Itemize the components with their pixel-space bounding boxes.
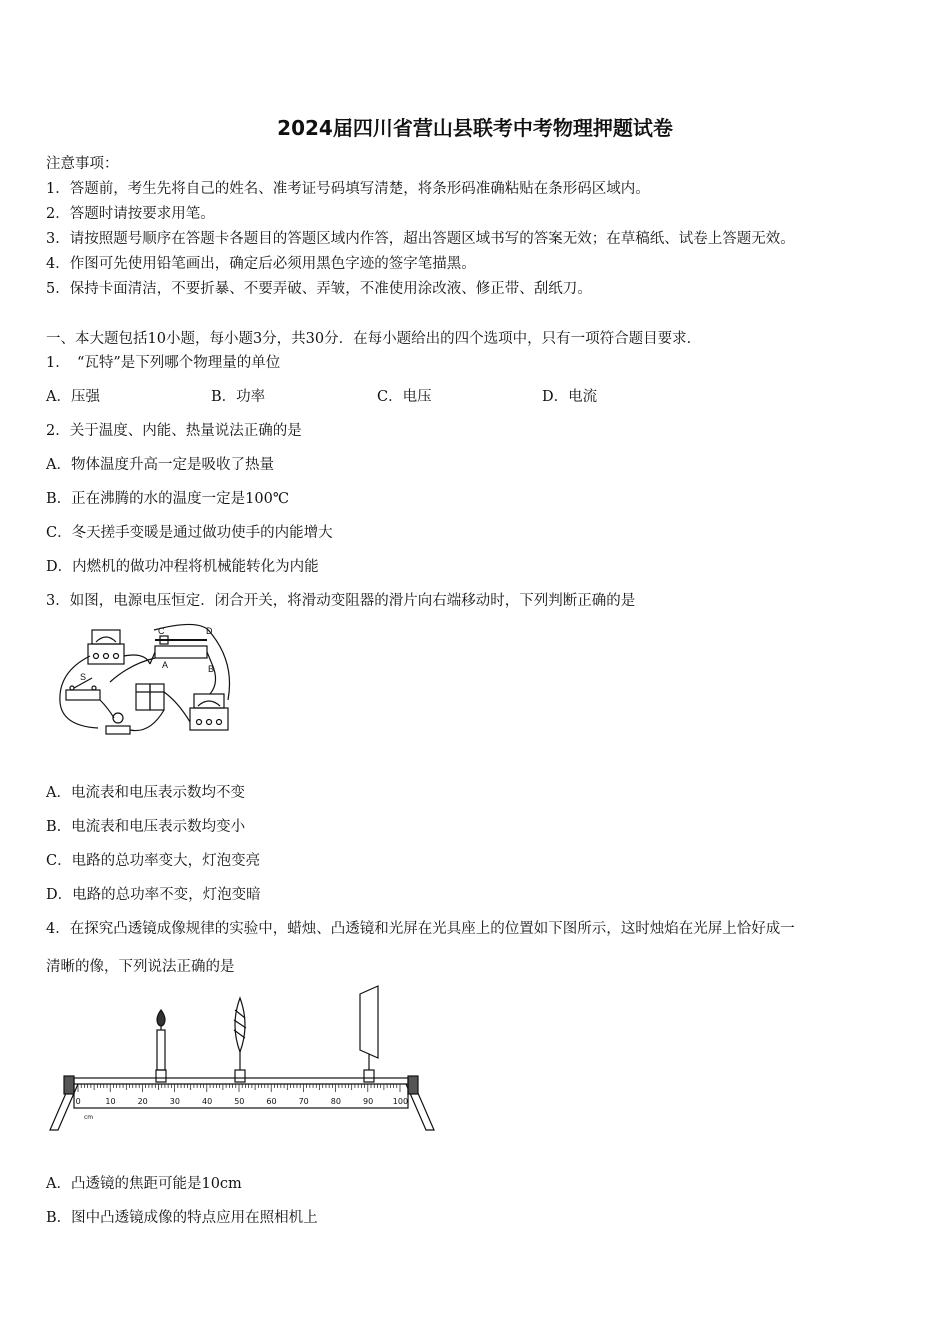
q1-option-b: B．功率: [211, 389, 266, 405]
q2-option-b: B．正在沸腾的水的温度一定是100℃: [46, 491, 290, 507]
q2-stem: 2．关于温度、内能、热量说法正确的是: [46, 423, 302, 439]
section-heading: 一、本大题包括10小题，每小题3分，共30分．在每小题给出的四个选项中，只有一项符合题目要求．: [46, 331, 702, 347]
ruler-label: 100: [392, 1097, 409, 1106]
ruler-label: 50: [234, 1097, 245, 1106]
notice-item-3: 3．请按照题号顺序在答题卡各题目的答题区域内作答，超出答题区域书写的答案无效；在草稿纸、试卷上答题无效。: [46, 231, 795, 247]
label-s: S: [80, 672, 87, 682]
notice-item-5: 5．保持卡面清洁，不要折暴、不要弄破、弄皱，不准使用涂改液、修正带、刮纸刀。: [46, 281, 592, 297]
q4-option-b: B．图中凸透镜成像的特点应用在照相机上: [46, 1210, 318, 1226]
q4-stem-line2: 清晰的像，下列说法正确的是: [46, 959, 235, 975]
ruler-label: 90: [363, 1097, 374, 1106]
label-a: A: [162, 660, 169, 670]
ruler-label: 40: [202, 1097, 213, 1106]
page-title: 2024届四川省营山县联考中考物理押题试卷: [277, 116, 673, 140]
q3-stem: 3．如图，电源电压恒定．闭合开关，将滑动变阻器的滑片向右端移动时，下列判断正确的是: [46, 593, 636, 609]
ruler-label: 70: [298, 1097, 309, 1106]
q1-option-a: A．压强: [46, 389, 100, 405]
ruler-label: 80: [330, 1097, 341, 1106]
q1-option-c: C．电压: [377, 389, 432, 405]
q1-option-d: D．电流: [542, 389, 598, 405]
q1-stem: 1． “瓦特”是下列哪个物理量的单位: [46, 355, 281, 371]
q3-option-d: D．电路的总功率不变，灯泡变暗: [46, 887, 261, 903]
notice-item-2: 2．答题时请按要求用笔。: [46, 206, 215, 222]
q4-optical-bench-figure: [44, 980, 440, 1136]
q3-circuit-figure: [50, 622, 240, 742]
label-b: B: [208, 664, 215, 674]
label-d: D: [206, 626, 213, 636]
q2-option-a: A．物体温度升高一定是吸收了热量: [46, 457, 274, 473]
notice-item-4: 4．作图可先使用铅笔画出，确定后必须用黑色字迹的签字笔描黑。: [46, 256, 476, 272]
notice-heading: 注意事项：: [46, 156, 119, 172]
ruler-label: 20: [137, 1097, 148, 1106]
ruler-label: 10: [105, 1097, 116, 1106]
q2-option-c: C．冬天搓手变暖是通过做功使手的内能增大: [46, 525, 333, 541]
label-c: C: [158, 626, 165, 636]
q2-option-d: D．内燃机的做功冲程将机械能转化为内能: [46, 559, 319, 575]
q4-stem-line1: 4．在探究凸透镜成像规律的实验中，蜡烛、凸透镜和光屏在光具座上的位置如下图所示，这时烛焰在光屏上恰好成一: [46, 921, 795, 937]
q4-option-a: A．凸透镜的焦距可能是10cm: [46, 1176, 242, 1192]
ruler-label: 0: [75, 1097, 81, 1106]
ruler-unit: cm: [84, 1114, 94, 1121]
ruler-label: 60: [266, 1097, 277, 1106]
q3-option-b: B．电流表和电压表示数均变小: [46, 819, 246, 835]
notice-item-1: 1．答题前，考生先将自己的姓名、准考证号码填写清楚，将条形码准确粘贴在条形码区域内。: [46, 181, 650, 197]
q3-option-c: C．电路的总功率变大，灯泡变亮: [46, 853, 261, 869]
ruler-label: 30: [169, 1097, 180, 1106]
q3-option-a: A．电流表和电压表示数均不变: [46, 785, 245, 801]
